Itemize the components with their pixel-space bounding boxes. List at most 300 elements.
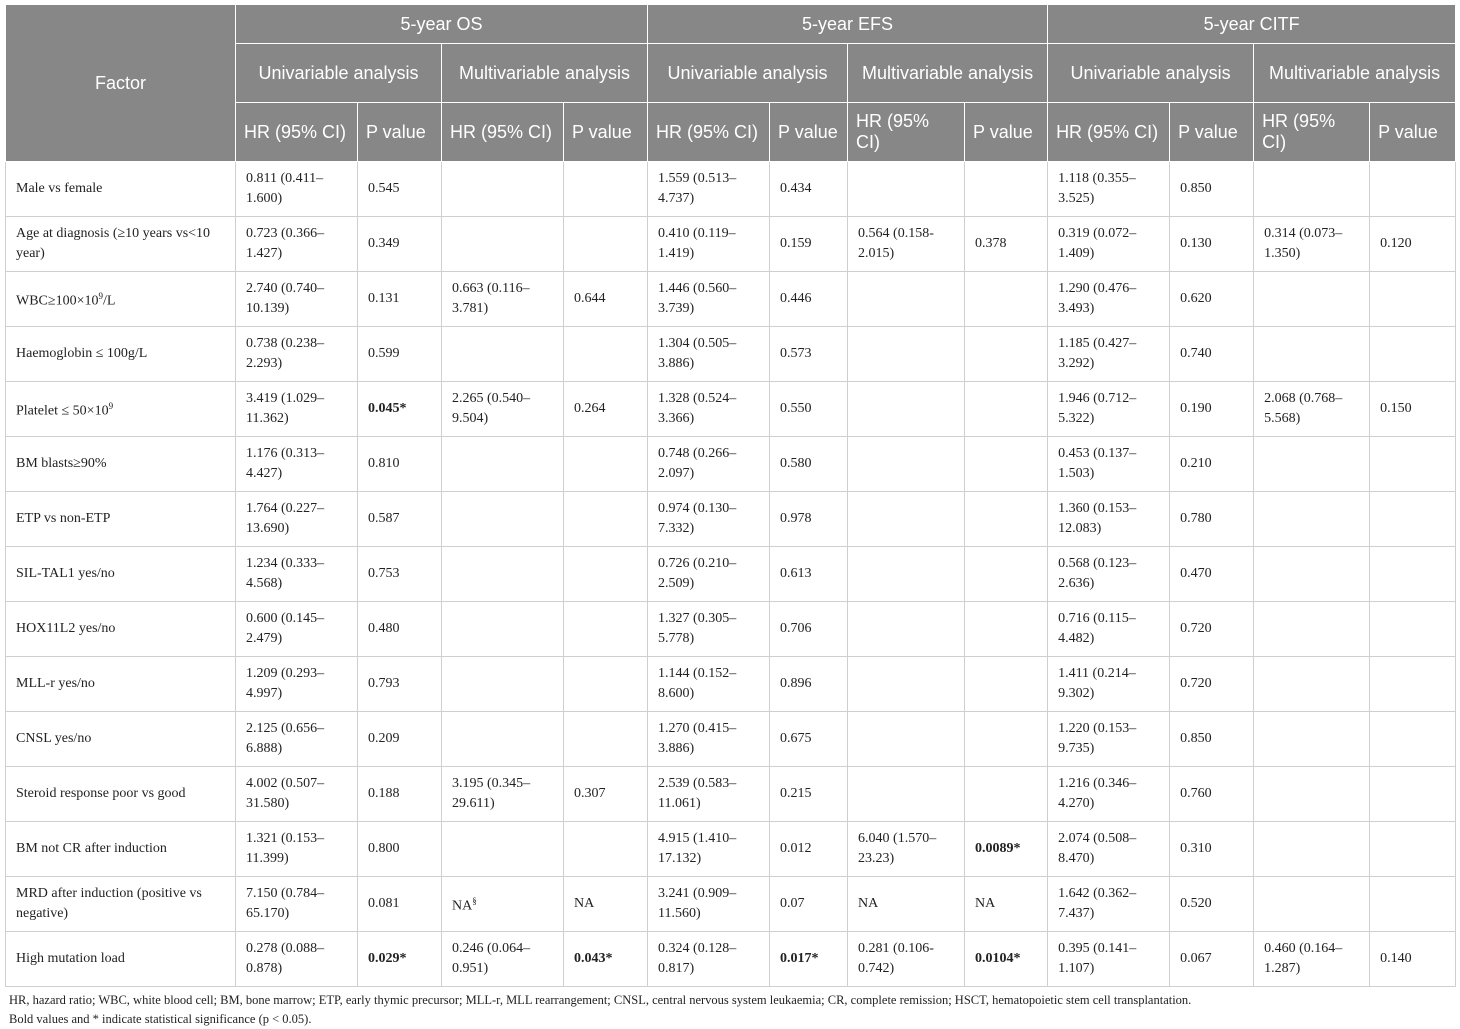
hr-ci-cell	[1048, 767, 1170, 822]
hr-ci-value: 1.411 (0.214–9.302)	[1058, 666, 1136, 701]
hr-ci-cell	[848, 657, 965, 712]
hr-ci-value: 1.304 (0.505–3.886)	[658, 336, 737, 371]
column-header-p: P value	[1370, 103, 1456, 162]
hr-ci-cell	[1254, 437, 1370, 492]
hr-ci-value: 0.319 (0.072–1.409)	[1058, 226, 1137, 261]
p-value-cell	[965, 932, 1048, 987]
p-value: 0.131	[368, 291, 400, 306]
hr-ci-value: 0.726 (0.210–2.509)	[658, 556, 737, 591]
hr-ci-value: 0.748 (0.266–2.097)	[658, 446, 737, 481]
p-value: 0.378	[975, 236, 1007, 251]
subheader-os-multivariable: Multivariable analysis	[442, 44, 648, 103]
hr-ci-cell	[648, 437, 770, 492]
hr-ci-value: 0.568 (0.123–2.636)	[1058, 556, 1137, 591]
hr-ci-cell	[442, 602, 564, 657]
hr-ci-cell	[848, 437, 965, 492]
table-body	[6, 162, 1456, 987]
hr-ci-cell	[848, 877, 965, 932]
hr-ci-cell	[848, 822, 965, 877]
column-header-hr: HR (95% CI)	[848, 103, 965, 162]
factor-label: Haemoglobin ≤ 100g/L	[16, 346, 148, 361]
factor-label: Male vs female	[16, 181, 103, 196]
hr-ci-value: 1.559 (0.513–4.737)	[658, 171, 737, 206]
p-value-cell	[1370, 932, 1456, 987]
p-value-cell	[564, 437, 648, 492]
p-value: 0.850	[1180, 731, 1212, 746]
p-value-cell	[358, 602, 442, 657]
p-value-cell	[770, 327, 848, 382]
p-value-cell	[358, 932, 442, 987]
hr-ci-value: 1.290 (0.476–3.493)	[1058, 281, 1137, 316]
p-value: 0.793	[368, 676, 400, 691]
hr-ci-value: 0.460 (0.164–1.287)	[1264, 941, 1343, 976]
p-value: 0.810	[368, 456, 400, 471]
hr-ci-cell	[1048, 217, 1170, 272]
p-value-cell	[1370, 767, 1456, 822]
p-value-cell	[1170, 877, 1254, 932]
hr-ci-cell	[648, 822, 770, 877]
hr-ci-value: 1.220 (0.153–9.735)	[1058, 721, 1137, 756]
p-value-cell	[564, 712, 648, 767]
p-value-cell	[965, 547, 1048, 602]
hr-ci-value: 0.324 (0.128–0.817)	[658, 941, 737, 976]
hr-ci-cell	[236, 382, 358, 437]
hr-ci-value: 1.321 (0.153–11.399)	[246, 831, 325, 866]
p-value-cell	[965, 327, 1048, 382]
table-row	[6, 327, 1456, 382]
p-value-cell	[358, 217, 442, 272]
hr-ci-cell	[1048, 657, 1170, 712]
p-value: 0.264	[574, 401, 606, 416]
hr-ci-value: 1.270 (0.415–3.886)	[658, 721, 737, 756]
subheader-citf-univariable: Univariable analysis	[1048, 44, 1254, 103]
p-value-cell	[564, 822, 648, 877]
p-value-cell	[1370, 437, 1456, 492]
factor-label: Steroid response poor vs good	[16, 786, 186, 801]
hr-ci-cell	[1254, 767, 1370, 822]
hr-ci-value: 1.327 (0.305–5.778)	[658, 611, 737, 646]
hr-ci-cell	[442, 877, 564, 932]
hr-ci-value: 3.419 (1.029–11.362)	[246, 391, 325, 426]
hr-ci-cell	[848, 217, 965, 272]
hr-ci-value: 1.328 (0.524–3.366)	[658, 391, 737, 426]
p-value-cell	[770, 602, 848, 657]
p-value-cell	[358, 822, 442, 877]
hr-ci-value: 2.265 (0.540–9.504)	[452, 391, 531, 426]
p-value-cell	[1170, 327, 1254, 382]
hr-ci-value: 3.241 (0.909–11.560)	[658, 886, 737, 921]
factor-cell	[6, 602, 236, 657]
hr-ci-cell	[1254, 382, 1370, 437]
p-value: 0.573	[780, 346, 812, 361]
p-value: 0.599	[368, 346, 400, 361]
p-value: 0.310	[1180, 841, 1212, 856]
p-value: 0.896	[780, 676, 812, 691]
hr-ci-value: 1.209 (0.293–4.997)	[246, 666, 325, 701]
table-row	[6, 877, 1456, 932]
p-value: 0.159	[780, 236, 812, 251]
table-header	[6, 5, 1456, 162]
footnote-significance: Bold values and * indicate statistical significance (p < 0.05).	[9, 1012, 312, 1026]
hr-ci-value: 1.216 (0.346–4.270)	[1058, 776, 1137, 811]
hr-ci-cell	[236, 547, 358, 602]
table-row	[6, 382, 1456, 437]
p-value-cell	[770, 272, 848, 327]
hr-ci-cell	[442, 547, 564, 602]
hr-ci-cell	[1048, 492, 1170, 547]
hr-ci-cell	[1254, 217, 1370, 272]
p-value: 0.740	[1180, 346, 1212, 361]
hr-ci-cell	[848, 492, 965, 547]
p-value-cell	[564, 547, 648, 602]
hr-ci-cell	[848, 932, 965, 987]
table-row	[6, 492, 1456, 547]
p-value-cell	[770, 822, 848, 877]
factor-cell	[6, 932, 236, 987]
p-value-cell	[965, 657, 1048, 712]
p-value-cell	[965, 767, 1048, 822]
factor-label: SIL-TAL1 yes/no	[16, 566, 115, 581]
p-value-cell	[965, 602, 1048, 657]
hr-ci-cell	[236, 437, 358, 492]
hr-ci-cell	[1254, 162, 1370, 217]
p-value: 0.706	[780, 621, 812, 636]
hr-ci-cell	[1254, 657, 1370, 712]
p-value-cell	[1370, 272, 1456, 327]
p-value: 0.760	[1180, 786, 1212, 801]
hr-ci-cell	[648, 657, 770, 712]
p-value: 0.620	[1180, 291, 1212, 306]
p-value: 0.850	[1180, 181, 1212, 196]
p-value-cell	[358, 327, 442, 382]
p-value: 0.349	[368, 236, 400, 251]
hr-ci-value: 0.410 (0.119–1.419)	[658, 226, 736, 261]
p-value-cell	[965, 437, 1048, 492]
p-value-cell	[1370, 217, 1456, 272]
hr-ci-cell	[442, 327, 564, 382]
hr-ci-cell	[648, 547, 770, 602]
hr-ci-cell	[1048, 327, 1170, 382]
p-value: 0.215	[780, 786, 812, 801]
hr-ci-value: 0.453 (0.137–1.503)	[1058, 446, 1137, 481]
p-value: 0.753	[368, 566, 400, 581]
p-value: 0.120	[1380, 236, 1412, 251]
hr-ci-cell	[648, 712, 770, 767]
hr-ci-cell	[648, 602, 770, 657]
p-value-cell	[358, 162, 442, 217]
hr-ci-value: 0.246 (0.064–0.951)	[452, 941, 531, 976]
hr-ci-value: 0.278 (0.088–0.878)	[246, 941, 325, 976]
p-value-cell	[1170, 657, 1254, 712]
factor-cell	[6, 822, 236, 877]
table-row	[6, 272, 1456, 327]
column-header-hr: HR (95% CI)	[1254, 103, 1370, 162]
hr-ci-value: 2.068 (0.768–5.568)	[1264, 391, 1343, 426]
p-value: 0.675	[780, 731, 812, 746]
hr-ci-value: 1.176 (0.313–4.427)	[246, 446, 325, 481]
hr-ci-value: 4.915 (1.410–17.132)	[658, 831, 737, 866]
hr-ci-cell	[848, 767, 965, 822]
p-value-cell	[1170, 767, 1254, 822]
hr-ci-cell	[648, 877, 770, 932]
p-value-cell	[770, 382, 848, 437]
factor-cell	[6, 767, 236, 822]
hr-ci-cell	[848, 272, 965, 327]
table-row	[6, 217, 1456, 272]
factor-cell	[6, 272, 236, 327]
p-value: 0.190	[1180, 401, 1212, 416]
hr-ci-cell	[1048, 822, 1170, 877]
p-value-cell	[1170, 932, 1254, 987]
p-value-cell	[1370, 382, 1456, 437]
factor-cell	[6, 162, 236, 217]
hr-ci-value: 6.040 (1.570–23.23)	[858, 831, 937, 866]
hr-ci-cell	[236, 272, 358, 327]
p-value-cell	[1170, 547, 1254, 602]
hr-ci-value: 0.811 (0.411–1.600)	[246, 171, 324, 206]
p-value-cell	[564, 382, 648, 437]
p-value-cell	[1170, 492, 1254, 547]
hr-ci-value: 0.395 (0.141–1.107)	[1058, 941, 1137, 976]
p-value-cell	[1170, 382, 1254, 437]
p-value: 0.043*	[574, 951, 613, 966]
p-value: 0.550	[780, 401, 812, 416]
factor-label: CNSL yes/no	[16, 731, 92, 746]
hr-ci-value: 0.314 (0.073–1.350)	[1264, 226, 1343, 261]
p-value: NA	[975, 896, 996, 911]
hr-ci-cell	[1048, 382, 1170, 437]
hr-ci-value: 1.642 (0.362–7.437)	[1058, 886, 1137, 921]
factor-header: Factor	[6, 5, 236, 162]
p-value-cell	[965, 822, 1048, 877]
hr-ci-value: 2.740 (0.740–10.139)	[246, 281, 325, 316]
p-value-cell	[358, 712, 442, 767]
hr-ci-cell	[442, 932, 564, 987]
table-row	[6, 712, 1456, 767]
p-value-cell	[770, 217, 848, 272]
p-value-cell	[1170, 602, 1254, 657]
hr-ci-value: 0.564 (0.158-2.015)	[858, 226, 934, 261]
factor-superscript: 9	[108, 401, 114, 412]
factor-cell	[6, 382, 236, 437]
column-header-hr: HR (95% CI)	[236, 103, 358, 162]
table-row	[6, 822, 1456, 877]
hr-ci-cell	[1048, 877, 1170, 932]
p-value: 0.188	[368, 786, 400, 801]
p-value-cell	[564, 602, 648, 657]
hr-ci-cell	[442, 822, 564, 877]
factor-label: Platelet ≤ 50×10	[16, 403, 109, 419]
p-value-cell	[965, 712, 1048, 767]
hr-ci-cell	[442, 272, 564, 327]
hr-ci-value: 2.125 (0.656–6.888)	[246, 721, 325, 756]
factor-superscript: 9	[98, 291, 103, 302]
hr-ci-cell	[1254, 327, 1370, 382]
hr-ci-cell	[442, 217, 564, 272]
p-value-cell	[1170, 822, 1254, 877]
p-value-cell	[965, 272, 1048, 327]
p-value-cell	[1370, 327, 1456, 382]
p-value-cell	[1170, 712, 1254, 767]
hr-ci-cell	[1048, 272, 1170, 327]
p-value-cell	[358, 492, 442, 547]
hr-ci-value: 1.234 (0.333–4.568)	[246, 556, 325, 591]
subheader-efs-multivariable: Multivariable analysis	[848, 44, 1048, 103]
p-value: 0.470	[1180, 566, 1212, 581]
p-value-cell	[1370, 492, 1456, 547]
table-row	[6, 547, 1456, 602]
p-value: 0.520	[1180, 896, 1212, 911]
factor-label: ETP vs non-ETP	[16, 511, 111, 526]
factor-label: MRD after induction (positive vs negative)	[16, 886, 202, 921]
hr-ci-cell	[1048, 712, 1170, 767]
hr-ci-value: NA	[452, 898, 473, 914]
p-value-cell	[965, 492, 1048, 547]
p-value: 0.720	[1180, 621, 1212, 636]
table-row	[6, 162, 1456, 217]
hr-ci-cell	[1048, 602, 1170, 657]
p-value: 0.017*	[780, 951, 819, 966]
hr-ci-cell	[848, 602, 965, 657]
p-value-cell	[770, 877, 848, 932]
table-row	[6, 602, 1456, 657]
p-value-cell	[358, 382, 442, 437]
table-footnotes	[5, 987, 1455, 1029]
p-value-cell	[1370, 657, 1456, 712]
column-header-p: P value	[358, 103, 442, 162]
hr-ci-value: 1.946 (0.712–5.322)	[1058, 391, 1137, 426]
hr-ci-cell	[442, 162, 564, 217]
hr-ci-value: NA	[858, 896, 879, 911]
p-value: NA	[574, 896, 595, 911]
p-value: 0.307	[574, 786, 606, 801]
p-value-cell	[358, 877, 442, 932]
p-value: 0.580	[780, 456, 812, 471]
factor-label: HOX11L2 yes/no	[16, 621, 116, 636]
hr-ci-cell	[1048, 162, 1170, 217]
factor-label: WBC≥100×10	[16, 293, 99, 309]
p-value-cell	[564, 162, 648, 217]
factor-label: Age at diagnosis (≥10 years vs<10 year)	[16, 226, 211, 261]
p-value-cell	[965, 877, 1048, 932]
p-value-cell	[358, 272, 442, 327]
p-value-cell	[564, 657, 648, 712]
p-value-cell	[965, 217, 1048, 272]
hr-ci-value: 1.764 (0.227–13.690)	[246, 501, 325, 536]
factor-label: BM blasts≥90%	[16, 456, 107, 471]
hr-ci-value: 0.716 (0.115–4.482)	[1058, 611, 1136, 646]
p-value-cell	[1370, 822, 1456, 877]
p-value: 0.150	[1380, 401, 1412, 416]
hr-ci-cell	[442, 492, 564, 547]
hr-ci-value: 1.360 (0.153–12.083)	[1058, 501, 1137, 536]
hr-ci-cell	[648, 327, 770, 382]
factor-cell	[6, 877, 236, 932]
factor-label: High mutation load	[16, 951, 125, 966]
p-value-cell	[564, 932, 648, 987]
p-value: 0.613	[780, 566, 812, 581]
p-value-cell	[770, 547, 848, 602]
p-value: 0.029*	[368, 951, 407, 966]
p-value: 0.210	[1180, 456, 1212, 471]
hr-ci-cell	[236, 822, 358, 877]
hr-ci-value: 4.002 (0.507–31.580)	[246, 776, 325, 811]
factor-cell	[6, 657, 236, 712]
subheader-citf-multivariable: Multivariable analysis	[1254, 44, 1456, 103]
hr-ci-cell	[848, 382, 965, 437]
hr-ci-value: 3.195 (0.345–29.611)	[452, 776, 531, 811]
p-value-cell	[770, 492, 848, 547]
p-value-cell	[358, 767, 442, 822]
p-value-cell	[358, 657, 442, 712]
p-value-cell	[1170, 217, 1254, 272]
table-row	[6, 657, 1456, 712]
cox-regression-table	[5, 4, 1456, 987]
p-value: 0.067	[1180, 951, 1212, 966]
hr-ci-cell	[1254, 547, 1370, 602]
column-header-hr: HR (95% CI)	[1048, 103, 1170, 162]
hr-ci-cell	[1048, 437, 1170, 492]
hr-ci-value: 2.539 (0.583–11.061)	[658, 776, 737, 811]
p-value-cell	[770, 712, 848, 767]
p-value: 0.644	[574, 291, 606, 306]
hr-ci-cell	[848, 712, 965, 767]
hr-ci-cell	[236, 162, 358, 217]
p-value: 0.446	[780, 291, 812, 306]
hr-ci-cell	[648, 492, 770, 547]
hr-ci-cell	[442, 767, 564, 822]
hr-ci-cell	[236, 492, 358, 547]
column-header-p: P value	[965, 103, 1048, 162]
results-table-container	[5, 4, 1455, 1029]
p-value: 0.434	[780, 181, 812, 196]
factor-cell	[6, 217, 236, 272]
p-value: 0.978	[780, 511, 812, 526]
p-value-cell	[770, 162, 848, 217]
p-value: 0.587	[368, 511, 400, 526]
table-row	[6, 437, 1456, 492]
hr-ci-cell	[236, 712, 358, 767]
p-value: 0.07	[780, 896, 805, 911]
hr-ci-cell	[648, 217, 770, 272]
p-value: 0.480	[368, 621, 400, 636]
p-value-cell	[770, 932, 848, 987]
hr-ci-value: 0.723 (0.366–1.427)	[246, 226, 325, 261]
table-row	[6, 932, 1456, 987]
p-value-cell	[1170, 437, 1254, 492]
hr-ci-cell	[236, 767, 358, 822]
hr-ci-value: 0.600 (0.145–2.479)	[246, 611, 325, 646]
hr-ci-cell	[848, 327, 965, 382]
hr-ci-value: 1.118 (0.355–3.525)	[1058, 171, 1136, 206]
subheader-os-univariable: Univariable analysis	[236, 44, 442, 103]
p-value-cell	[564, 492, 648, 547]
hr-ci-cell	[236, 877, 358, 932]
hr-ci-value: 1.446 (0.560–3.739)	[658, 281, 737, 316]
hr-ci-cell	[1254, 822, 1370, 877]
p-value-cell	[770, 657, 848, 712]
group-header-citf: 5-year CITF	[1048, 5, 1456, 44]
hr-ci-cell	[236, 217, 358, 272]
p-value-cell	[965, 382, 1048, 437]
factor-cell	[6, 437, 236, 492]
factor-cell	[6, 547, 236, 602]
hr-ci-cell	[1048, 547, 1170, 602]
hr-ci-cell	[648, 162, 770, 217]
hr-ci-cell	[1254, 492, 1370, 547]
factor-cell	[6, 492, 236, 547]
factor-unit: /L	[102, 293, 116, 309]
